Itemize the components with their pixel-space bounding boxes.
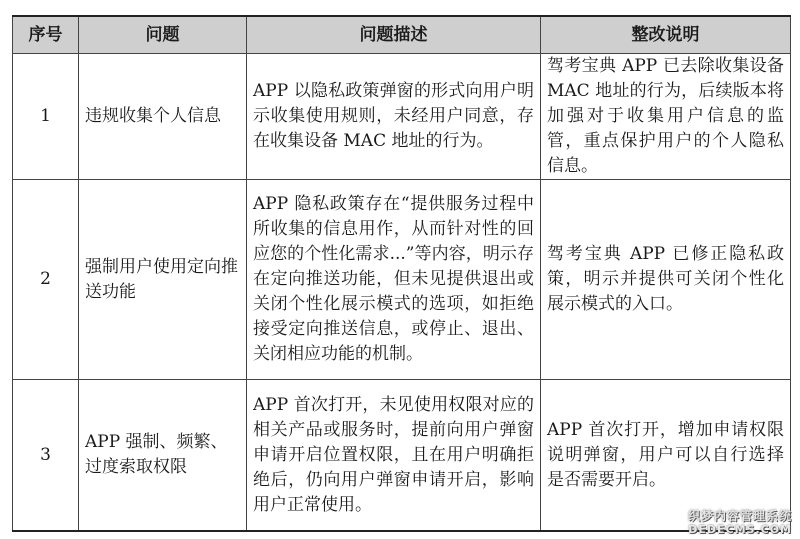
row-description: APP 隐私政策存在“提供服务过程中所收集的信息用作，从而针对性的回应您的个性化需求...”等内容，明示存在定向推送功能，但未见提供退出或关闭个性化展示模式的选项，如拒绝接受定向推送信息，或停止、退出、关闭相应功能的机制。 [247, 180, 541, 380]
header-rectification: 整改说明 [541, 16, 791, 54]
row-issue: 违规收集个人信息 [79, 54, 247, 180]
row-number: 2 [13, 180, 79, 380]
row-number: 3 [13, 380, 79, 532]
row-rectification: 驾考宝典 APP 已去除收集设备 MAC 地址的行为，后续版本将加强对于收集用户信息的监管，重点保护用户的个人隐私信息。 [541, 54, 791, 180]
row-rectification: APP 首次打开，增加申请权限说明弹窗，用户可以自行选择是否需要开启。 [541, 380, 791, 532]
rectification-table [12, 15, 791, 532]
header-number: 序号 [13, 16, 79, 54]
table-header-row [13, 16, 791, 54]
row-issue: 强制用户使用定向推送功能 [79, 180, 247, 380]
watermark-line-1: 织梦内容管理系统 [687, 509, 792, 523]
row-description: APP 以隐私政策弹窗的形式向用户明示收集使用规则，未经用户同意，存在收集设备 MAC 地址的行为。 [247, 54, 541, 180]
row-description: APP 首次打开，未见使用权限对应的相关产品或服务时，提前向用户弹窗申请开启位置权限，且在用户明确拒绝后，仍向用户弹窗申请开启，影响用户正常使用。 [247, 380, 541, 532]
row-rectification: 驾考宝典 APP 已修正隐私政策，明示并提供可关闭个性化展示模式的入口。 [541, 180, 791, 380]
row-number: 1 [13, 54, 79, 180]
site-watermark [688, 510, 792, 536]
row-issue: APP 强制、频繁、过度索取权限 [79, 380, 247, 532]
table-row [13, 54, 791, 180]
table-row [13, 180, 791, 380]
table-row [13, 380, 791, 532]
watermark-line-2: DEDECMS.COM [688, 523, 792, 536]
header-issue: 问题 [79, 16, 247, 54]
header-description: 问题描述 [247, 16, 541, 54]
